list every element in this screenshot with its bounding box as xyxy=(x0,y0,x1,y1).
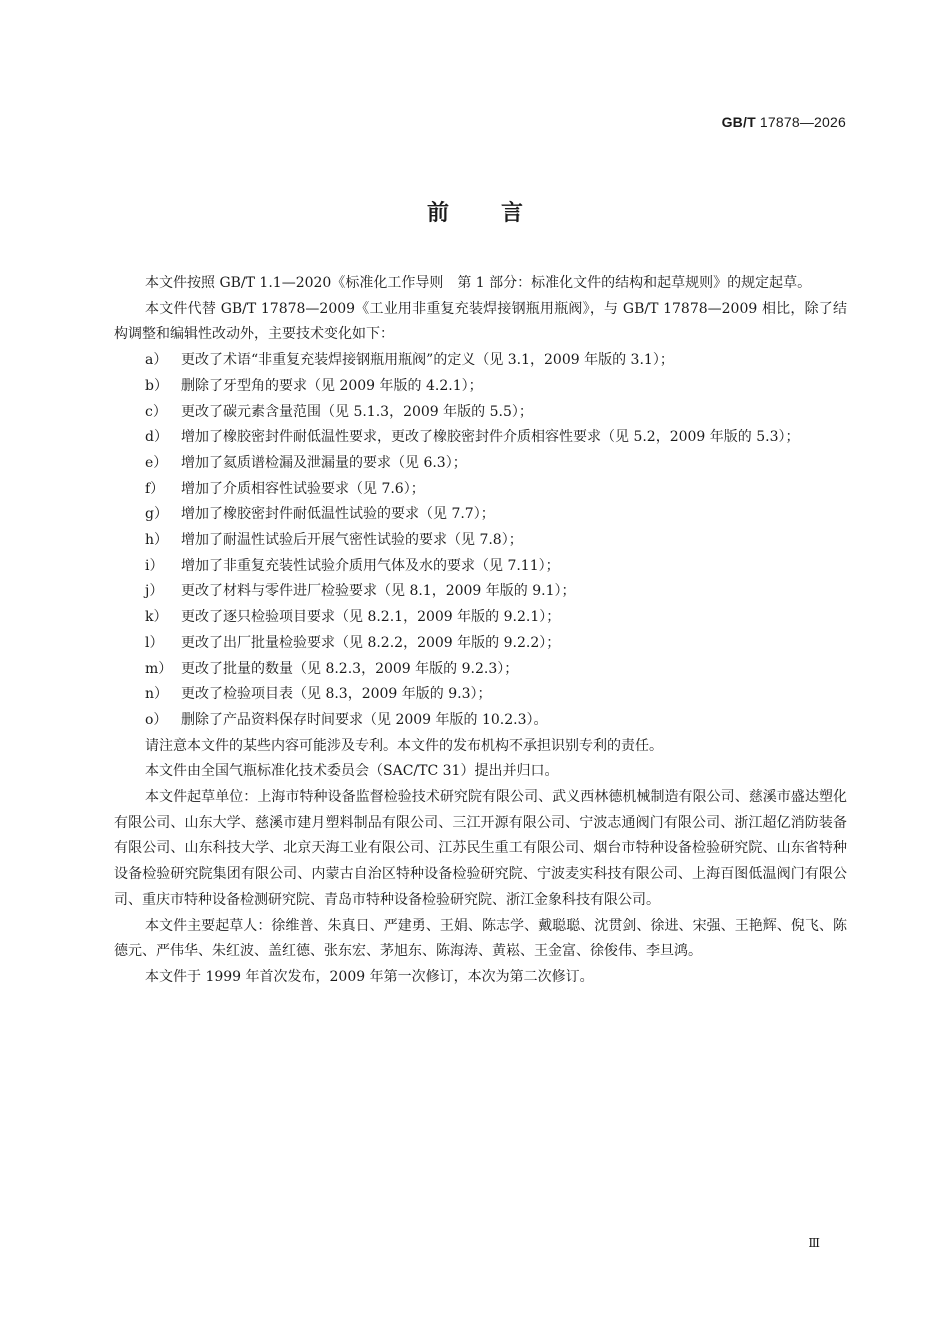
list-text: 增加了氦质谱检漏及泄漏量的要求（见 6.3）； xyxy=(181,454,467,471)
list-marker: h） xyxy=(145,532,169,549)
list-text: 更改了批量的数量（见 8.2.3，2009 年版的 9.2.3）； xyxy=(181,660,519,677)
list-item xyxy=(114,502,847,528)
standard-code xyxy=(722,114,846,130)
list-item xyxy=(114,425,847,451)
list-item xyxy=(114,374,847,400)
list-marker: g） xyxy=(145,506,168,523)
list-text: 增加了橡胶密封件耐低温性试验的要求（见 7.7）； xyxy=(181,506,495,523)
list-item xyxy=(114,605,847,631)
paragraph-proposer: 本文件由全国气瓶标准化技术委员会（SAC/TC 31）提出并归口。 xyxy=(145,763,559,780)
page-title: 前言 xyxy=(426,201,575,226)
list-text: 增加了耐温性试验后开展气密性试验的要求（见 7.8）； xyxy=(181,532,523,549)
list-item xyxy=(114,579,847,605)
paragraph-history: 本文件于 1999 年首次发布，2009 年第一次修订，本次为第二次修订。 xyxy=(145,968,594,985)
list-marker: o） xyxy=(145,711,168,728)
paragraph-replacement: 本文件代替 GB/T 17878—2009《工业用非重复充装焊接钢瓶用瓶阀》，与 GB/T 17878—2009 相比，除了结构调整和编辑性改动外，主要技术变化如下： xyxy=(114,300,847,343)
list-text: 更改了碳元素含量范围（见 5.1.3，2009 年版的 5.5）； xyxy=(181,403,533,420)
page-number: Ⅲ xyxy=(808,1236,820,1250)
list-marker: i） xyxy=(145,557,164,574)
list-item xyxy=(114,528,847,554)
list-marker: n） xyxy=(145,686,169,703)
list-text: 删除了产品资料保存时间要求（见 2009 年版的 10.2.3）。 xyxy=(181,711,548,728)
list-item xyxy=(114,631,847,657)
list-marker: e） xyxy=(145,454,168,471)
list-text: 更改了材料与零件进厂检验要求（见 8.1，2009 年版的 9.1）； xyxy=(181,583,576,600)
list-text: 更改了逐只检验项目要求（见 8.2.1，2009 年版的 9.2.1）； xyxy=(181,609,561,626)
paragraph-drafting-units: 本文件起草单位：上海市特种设备监督检验技术研究院有限公司、武义西林德机械制造有限公司、慈溪市盛达塑化有限公司、山东大学、慈溪市建月塑料制品有限公司、三江开源有限公司、宁波志通阀门有限公司、浙江超亿消防装备有限公司、山东科技大学、北京天海工业有限公司、江苏民生重工有限公司、烟台市特种设备检验研究院、山东省特种设备检验研究院集团有限公司、内蒙古自治区特种设备检验研究院、宁波麦实科技有限公司、上海百图低温阀门有限公司、重庆市特种设备检测研究院、青岛市特种设备检验研究院、浙江金象科技有限公司。 xyxy=(114,789,847,908)
list-item xyxy=(114,451,847,477)
list-marker: j） xyxy=(145,583,164,600)
paragraph-drafters: 本文件主要起草人：徐维普、朱真日、严建勇、王娟、陈志学、戴聪聪、沈贯剑、徐进、宋强、王艳辉、倪飞、陈德元、严伟华、朱红波、盖红德、张东宏、茅旭东、陈海涛、黄崧、王金富、徐俊伟、李旦鸿。 xyxy=(114,917,847,960)
list-item xyxy=(114,554,847,580)
foreword-body xyxy=(114,271,847,991)
list-marker: d） xyxy=(145,429,168,446)
standard-prefix: GB/T xyxy=(721,114,756,130)
list-text: 删除了牙型角的要求（见 2009 年版的 4.2.1）； xyxy=(181,377,483,394)
list-text: 增加了非重复充装性试验介质用气体及水的要求（见 7.11）； xyxy=(181,557,560,574)
list-item xyxy=(114,477,847,503)
list-text: 增加了介质相容性试验要求（见 7.6）； xyxy=(181,480,425,497)
list-text: 更改了检验项目表（见 8.3，2009 年版的 9.3）； xyxy=(181,686,492,703)
list-marker: k） xyxy=(145,609,168,626)
list-text: 更改了出厂批量检验要求（见 8.2.2，2009 年版的 9.2.2）； xyxy=(181,634,561,651)
list-marker: c） xyxy=(145,403,167,420)
list-marker: f） xyxy=(145,480,165,497)
list-item xyxy=(114,657,847,683)
list-item xyxy=(114,682,847,708)
standard-number: 17878—2026 xyxy=(759,114,846,130)
list-marker: a） xyxy=(145,352,168,369)
list-text: 更改了术语“非重复充装焊接钢瓶用瓶阀”的定义（见 3.1，2009 年版的 3.1）； xyxy=(181,352,674,369)
list-text: 增加了橡胶密封件耐低温性要求，更改了橡胶密封件介质相容性要求（见 5.2，2009 年版的 5.3）； xyxy=(181,429,800,446)
changes-list xyxy=(114,348,847,734)
paragraph-patent-notice: 请注意本文件的某些内容可能涉及专利。本文件的发布机构不承担识别专利的责任。 xyxy=(145,737,663,754)
list-item xyxy=(114,400,847,426)
list-item xyxy=(114,348,847,374)
list-item xyxy=(114,708,847,734)
list-marker: m） xyxy=(145,660,173,677)
paragraph-drafting-rules: 本文件按照 GB/T 1.1—2020《标准化工作导则 第 1 部分：标准化文件的结构和起草规则》的规定起草。 xyxy=(145,275,812,291)
list-marker: b） xyxy=(145,377,168,394)
list-marker: l） xyxy=(145,634,164,651)
